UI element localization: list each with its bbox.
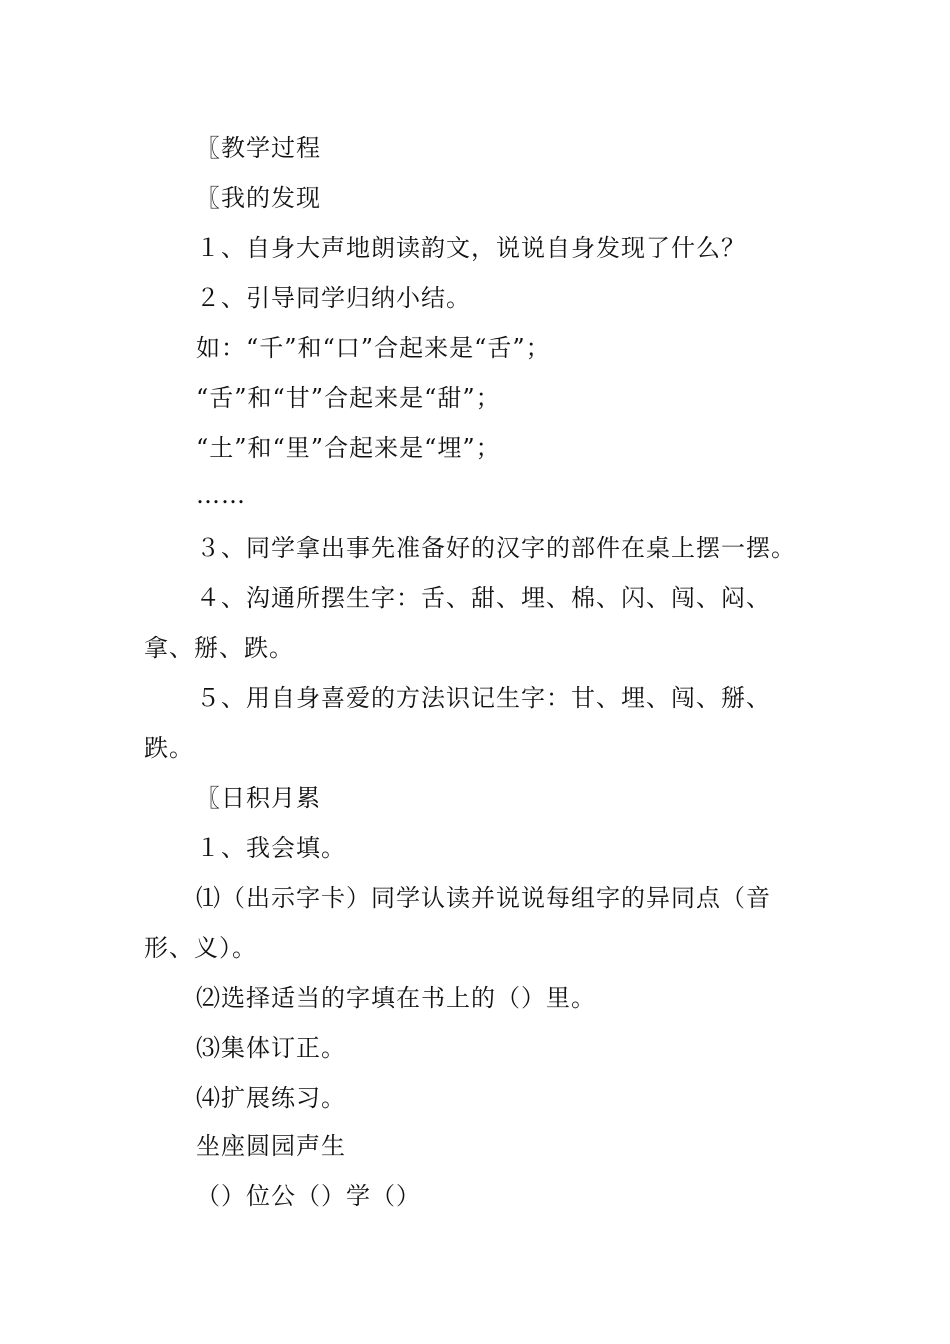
step-5-text: ５、用自身喜爱的方法识记生字：甘、埋、闯、掰、	[196, 684, 771, 712]
step-5-text-continued: 跌。	[144, 734, 194, 762]
step-2-text: ２、引导同学归纳小结。	[196, 284, 471, 312]
character-group-line: 坐座圆园声生	[196, 1132, 346, 1160]
exercise-1-text: １、我会填。	[196, 834, 346, 862]
example-line-2: “舌”和“甘”合起来是“甜”；	[196, 384, 501, 412]
step-1-text: １、自身大声地朗读韵文，说说自身发现了什么？	[196, 234, 746, 262]
step-3-text: ３、同学拿出事先准备好的汉字的部件在桌上摆一摆。	[196, 534, 796, 562]
substep-2-text: ⑵选择适当的字填在书上的（）里。	[196, 984, 596, 1012]
substep-1-text-continued: 形、义）。	[144, 934, 257, 962]
subsection-heading-daily-accumulation: 〖日积月累	[196, 784, 321, 812]
subsection-heading-my-discovery: 〖我的发现	[196, 184, 321, 212]
step-4-text-continued: 拿、掰、跌。	[144, 634, 294, 662]
ellipsis-line: ……	[196, 481, 246, 509]
section-heading-teaching-process: 〖教学过程	[196, 134, 321, 162]
fill-in-blanks-line: （）位公（）学（）	[196, 1182, 421, 1210]
substep-4-text: ⑷扩展练习。	[196, 1084, 346, 1112]
step-4-text: ４、沟通所摆生字：舌、甜、埋、棉、闪、闯、闷、	[196, 584, 771, 612]
example-line-3: “土”和“里”合起来是“埋”；	[196, 434, 501, 462]
substep-1-text: ⑴（出示字卡）同学认读并说说每组字的异同点（音	[196, 884, 771, 912]
substep-3-text: ⑶集体订正。	[196, 1034, 346, 1062]
example-line-1: 如：“千”和“口”合起来是“舌”；	[196, 334, 551, 362]
